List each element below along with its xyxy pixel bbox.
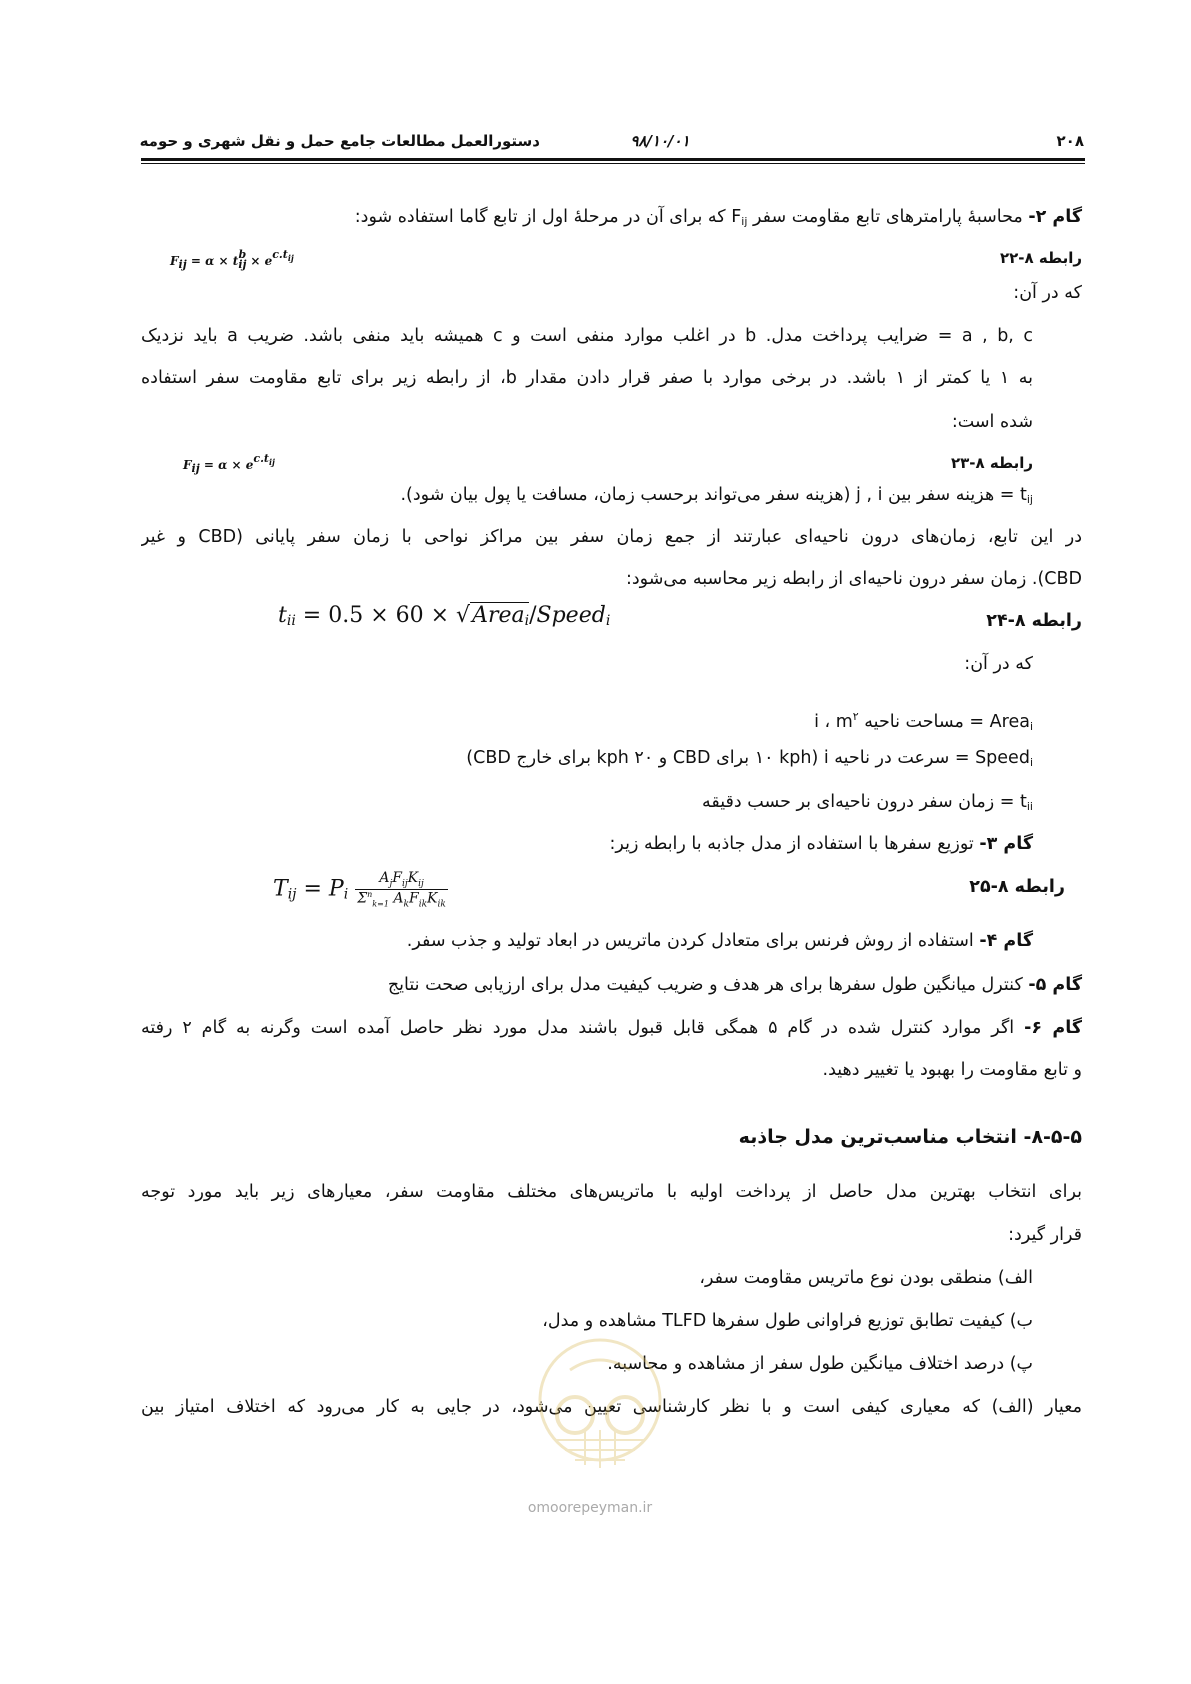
step6-label: گام ۶- xyxy=(1024,1018,1082,1038)
step2-paragraph: گام ۲- محاسبهٔ پارامترهای تابع مقاومت سفر $F_{ij}$ که برای آن در مرحلهٔ اول از تابع گاما استفاده شود: xyxy=(354,207,1082,228)
tii-definition: $t_{ii}$ = زمان سفر درون ناحیه‌ای بر حسب دقیقه xyxy=(702,792,1033,813)
step6-line-1: گام ۶- اگر موارد کنترل شده در گام ۵ همگی قابل قبول باشند مدل مورد نظر حاصل آمده است وگرنه به گام ۲ رفته xyxy=(141,1018,1082,1038)
header-date: ۹۸/۱۰/۰۱ xyxy=(630,132,690,150)
coefficients-line-2: به ۱ یا کمتر از ۱ باشد. در برخی موارد با صفر قرار دادن مقدار b، از رابطه زیر برای تابع مقاومت سفر استفاده xyxy=(141,368,1033,388)
equation-22: $F_{ij} = \alpha \times t_{ij}^b \times e^{c.t_{ij}}$ xyxy=(170,248,294,271)
tij-definition: $t_{ij}$ = هزینه سفر بین j , i (هزینه سفر می‌تواند برحسب زمان، مسافت یا پول بیان شود). xyxy=(400,485,1033,506)
step6-line-2: و تابع مقاومت را بهبود یا تغییر دهید. xyxy=(822,1060,1082,1080)
header-title: دستورالعمل مطالعات جامع حمل و نقل شهری و حومه xyxy=(139,132,540,150)
step2-label: گام ۲- xyxy=(1028,207,1082,227)
watermark-logo xyxy=(515,1330,685,1480)
coefficients-line-1: a , b, c = ضرایب پرداخت مدل. b در اغلب موارد منفی است و c همیشه باید منفی باشد. ضریب a باید نزدیک xyxy=(141,326,1033,346)
equation-label-24: رابطه ۸-۲۴ xyxy=(986,611,1082,631)
equation-label-25: رابطه ۸-۲۵ xyxy=(969,877,1065,897)
where-label-2: که در آن: xyxy=(964,654,1033,674)
criterion-c: پ) درصد اختلاف میانگین طول سفر از مشاهده و محاسبه. xyxy=(607,1354,1033,1374)
area-definition: Area$_i$ = مساحت ناحیه i ، $m^۲$ xyxy=(814,710,1033,733)
selection-line-2: قرار گیرد: xyxy=(1008,1225,1082,1245)
equation-label-22: رابطه ۸-۲۲ xyxy=(999,249,1082,267)
where-label-1: که در آن: xyxy=(1013,283,1082,303)
intrazonal-line-1: در این تابع، زمان‌های درون ناحیه‌ای عبارتند از جمع زمان سفر بین مراکز نواحی با زمان سفر پایانی (CBD و غیر xyxy=(141,527,1082,547)
speed-definition: Speed$_i$ = سرعت در ناحیه i (۱۰ kph برای CBD و ۲۰ kph برای خارج CBD) xyxy=(466,748,1033,769)
step4-label: گام ۴- xyxy=(979,931,1033,951)
header-rule-thin xyxy=(141,163,1085,164)
step3-label: گام ۳- xyxy=(979,834,1033,854)
coefficients-line-3: شده است: xyxy=(951,412,1033,432)
header-rule xyxy=(141,158,1085,161)
equation-label-23: رابطه ۸-۲۳ xyxy=(950,454,1033,472)
equation-25: $T_{ij} = P_i$ $\frac{A_jF_{ij}K_{ij}}{\Sigma^n_{k=1} A_kF_{ik}K_{ik}}$ xyxy=(273,870,446,910)
selection-line-1: برای انتخاب بهترین مدل حاصل از پرداخت اولیه با ماتریس‌های مختلف مقاومت سفر، معیارهای زیر باید مورد توجه xyxy=(141,1182,1082,1202)
step5-label: گام ۵- xyxy=(1028,975,1082,995)
closing-line: معیار (الف) که معیاری کیفی است و با نظر کارشناسی تعیین می‌شود، در جایی به کار می‌رود که اختلاف امتیاز بین xyxy=(141,1397,1082,1417)
watermark-url: omoorepeyman.ir xyxy=(527,1500,653,1516)
criterion-b: ب) کیفیت تطابق توزیع فراوانی طول سفرها TLFD مشاهده و مدل، xyxy=(542,1311,1033,1331)
intrazonal-line-2: CBD). زمان سفر درون ناحیه‌ای از رابطه زیر محاسبه می‌شود: xyxy=(625,569,1082,589)
equation-23: $F_{ij} = \alpha \times e^{c.t_{ij}}$ xyxy=(183,452,275,475)
criterion-a: الف) منطقی بودن نوع ماتریس مقاومت سفر، xyxy=(699,1268,1033,1288)
step4-paragraph: گام ۴- استفاده از روش فرنس برای متعادل کردن ماتریس در ابعاد تولید و جذب سفر. xyxy=(406,931,1033,951)
step3-paragraph: گام ۳- توزیع سفرها با استفاده از مدل جاذبه با رابطه زیر: xyxy=(609,834,1033,854)
step5-paragraph: گام ۵- کنترل میانگین طول سفرها برای هر هدف و ضریب کیفیت مدل برای ارزیابی صحت نتایج xyxy=(387,975,1082,995)
section-heading: ۸-۵-۵- انتخاب مناسب‌ترین مدل جاذبه xyxy=(738,1126,1082,1148)
equation-24: $t_{ii} = 0.5 \times 60$ × √Area$_i$/Speed$_i$ xyxy=(278,603,611,629)
page-number: ۲۰۸ xyxy=(1056,132,1084,150)
